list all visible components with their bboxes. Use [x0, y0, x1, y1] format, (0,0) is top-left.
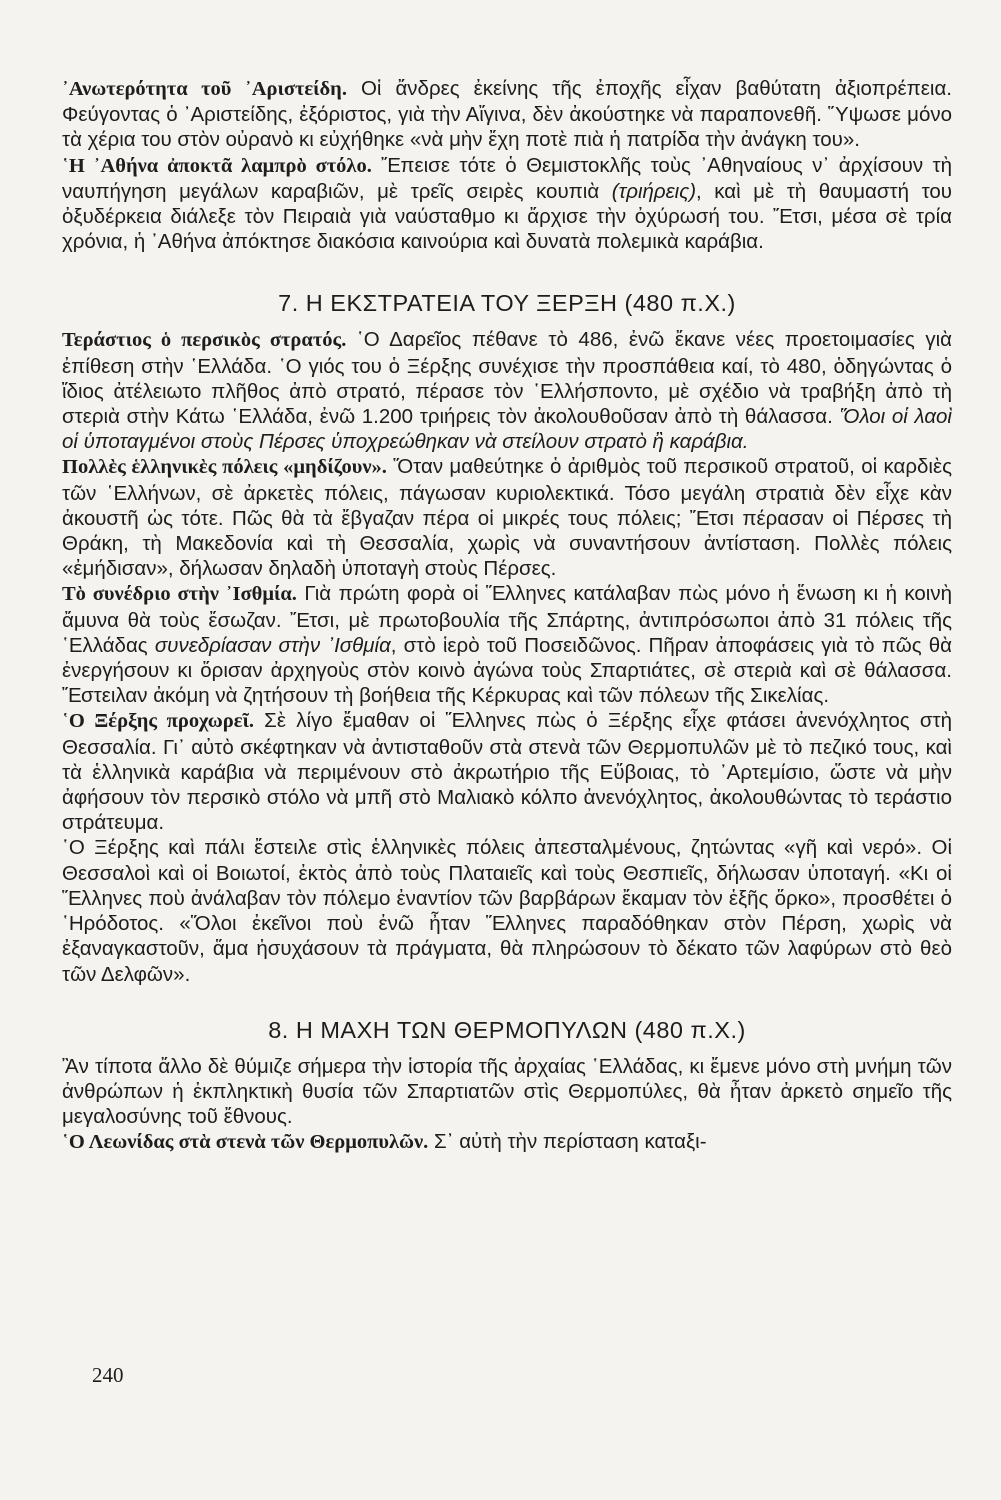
paragraph-isthmia-congress [62, 581, 952, 708]
page-body [62, 76, 952, 1156]
paragraph-text: ῾Ο Δαρεῖος πέθανε τὸ 486, ἐνῶ ἔκανε νέες προετοιμασίες γιὰ ἐπίθεση στὴν ῾Ελλάδα. ῾Ο γιός του ὁ Ξέρξης συνέχισε τὴν προσπάθεια καί, τὸ 480, ὁδηγώντας ὁ ἴδιος ἀτέλειωτο πλῆθος ἀπὸ στρατό, πέρασε τὸν ῾Ελλήσποντο, μὲ σχέδιο νὰ τραβήξη ἀπὸ τὴ στεριὰ στὴν Κάτω ῾Ελλάδα, ἐνῶ 1.200 τριήρεις τὸν ἀκολουθοῦσαν ἀπὸ τὴ θάλασσα. [62, 328, 952, 429]
paragraph-text: Σὲ λίγο ἔμαθαν οἱ Ἕλληνες πὼς ὁ Ξέρξης εἶχε φτάσει ἀνενόχλητος στὴ Θεσσαλία. Γι᾿ αὐτὸ σκέφτηκαν νὰ ἀντισταθοῦν στὰ στενὰ τῶν Θερμοπυλῶν μὲ τὸ πεζικό τους, καὶ τὰ ἑλληνικὰ καράβια νὰ περιμένουν στὸ ἀκρωτήριο τῆς Εὔβοιας, τὸ ᾿Αρτεμίσιο, ὥστε νὰ μὴν ἀφήσουν τὸν περσικὸ στόλο νὰ μπῆ στὸ Μαλιακὸ κόλπο ἀνενόχλητος, ἀκολουθώντας τὸ τεράστιο στράτευμα. [62, 709, 952, 835]
paragraph-aristeides-superiority [62, 76, 952, 153]
paragraph-text: Ὅταν μαθεύτηκε ὁ ἀριθμὸς τοῦ περσικοῦ στρατοῦ, οἱ καρδιὲς τῶν ῾Ελλήνων, σὲ ἀρκετὲς πόλεις, πάγωσαν κυριολεκτικά. Τόσο μεγάλη στρατιὰ δὲν εἶχε κὰν ἀκουστῆ ὡς τότε. Πῶς θὰ τὰ ἔβγαζαν πέρα οἱ μικρές τους πόλεις; Ἔτσι πέρασαν οἱ Πέρσες τὴ Θράκη, τὴ Μακεδονία καὶ τὴ Θεσσαλία, χωρὶς νὰ συναντήσουν ἀντίσταση. Πολλὲς πόλεις «ἐμήδισαν», δήλωσαν δηλαδὴ ὑποταγὴ στοὺς Πέρσες. [62, 455, 952, 581]
paragraph-xerxes-advances [62, 708, 952, 835]
paragraph-text: Γιὰ πρώτη φορὰ οἱ Ἕλληνες κατάλαβαν πὼς μόνο ἡ ἕνωση κι ἡ κοινὴ ἄμυνα θὰ τοὺς ἔσωζαν. Ἔτσι, μὲ πρωτοβουλία τῆς Σπάρτης, ἀντιπρόσωποι ἀπὸ 31 πόλεις τῆς ῾Ελλάδας [62, 582, 952, 657]
section-heading-xerxes-campaign: 7. Η ΕΚΣΤΡΑΤΕΙΑ ΤΟΥ ΞΕΡΞΗ (480 π.Χ.) [278, 290, 736, 317]
paragraph-medizing-cities [62, 454, 952, 581]
paragraph-text: ῾Ο Ξέρξης καὶ πάλι ἔστειλε στὶς ἑλληνικὲς πόλεις ἀπεσταλμένους, ζητώντας «γῆ καὶ νερό». Οἱ Θεσσαλοὶ καὶ οἱ Βοιωτοί, ἐκτὸς ἀπὸ τοὺς Πλαταιεῖς καὶ τοὺς Θεσπιεῖς, δήλωσαν ὑποταγή. «Κι οἱ Ἕλληνες ποὺ ἀνάλαβαν τὸν πόλεμο ἐναντίον τῶν βαρβάρων ἔκαμαν τὸν ἑξῆς ὅρκο», προσθέτει ὁ ῾Ηρόδοτος. «Ὅλοι ἐκεῖνοι ποὺ ἐνῶ ἦταν Ἕλληνες παραδόθηκαν στὸν Πέρση, χωρὶς νὰ ἐξαναγκαστοῦν, ἅμα ἡσυχάσουν τὰ πράγματα, θὰ πληρώσουν τὸ δέκατο τῶν λαφύρων στὸ θεὸ τῶν Δελφῶν». [62, 836, 952, 986]
paragraph-lead: ῾Ο Λεωνίδας στὰ στενὰ τῶν Θερμοπυλῶν. [62, 1131, 429, 1154]
paragraph-text: Ἂν τίποτα ἄλλο δὲ θύμιζε σήμερα τὴν ἱστορία τῆς ἀρχαίας ῾Ελλάδας, κι ἔμενε μόνο στὴ μνήμη τῶν ἀνθρώπων ἡ ἐκπληκτικὴ θυσία τῶν Σπαρτιατῶν στὶς Θερμοπύλες, θὰ ἦταν ἀρκετὸ σημεῖο τῆς μεγαλοσύνης τοῦ ἔθνους. [62, 1054, 952, 1129]
paragraph-italic-text: (τριήρεις) [611, 179, 697, 203]
paragraph-text: , στὸ ἱερὸ τοῦ Ποσειδῶνος. Πῆραν ἀποφάσεις γιὰ τὸ πῶς θὰ ἐνεργήσουν κι ὅρισαν ἀρχηγοὺς στὸν κοινὸ ἀγώνα τοὺς Σπαρτιάτες, σὲ στεριὰ καὶ σὲ θάλασσα. Ἔστειλαν ἀκόμη νὰ ζητήσουν τὴ βοήθεια τῆς Κέρκυρας καὶ τῶν πόλεων τῆς Σικελίας. [62, 633, 953, 708]
paragraph-lead: Τεράστιος ὁ περσικὸς στρατός. [62, 329, 347, 352]
paragraph-leonidas [62, 1129, 952, 1155]
paragraph-persian-army [62, 327, 952, 454]
paragraph-text: Ἔπεισε τότε ὁ Θεμιστοκλῆς τοὺς ᾿Αθηναίους ν᾿ ἀρχίσουν τὴ ναυπήγηση μεγάλων καραβιῶν, μὲ τρεῖς σειρὲς κουπιὰ [62, 153, 953, 203]
paragraph-athens-fleet [62, 153, 952, 255]
paragraph-italic-text: συνεδρίασαν στὴν ᾿Ισθμία [154, 633, 391, 657]
paragraph-italic-text: Ὅλοι οἱ λαοὶ οἱ ὑποταγμένοι στοὺς Πέρσες ὑποχρεώθηκαν νὰ στείλουν στρατὸ ἢ καράβια. [62, 405, 952, 454]
paragraph-lead: ῾Η ᾿Αθήνα ἀποκτᾶ λαμπρὸ στόλο. [62, 154, 372, 177]
paragraph-lead: ῾Ο Ξέρξης προχωρεῖ. [62, 710, 254, 733]
page-number: 240 [92, 1363, 124, 1387]
paragraph-text: Οἱ ἄνδρες ἐκείνης τῆς ἐποχῆς εἶχαν βαθύτατη ἀξιοπρέπεια. Φεύγοντας ὁ ᾿Αριστείδης, ἐξόριστος, γιὰ τὴν Αἴγινα, δὲν ἀκούστηκε νὰ παραπονεθῆ. Ὕψωσε μόνο τὰ χέρια του στὸν οὐρανὸ κι εὐχήθηκε «νὰ μὴν ἔχη ποτὲ πιὰ ἡ πατρίδα τὴν ἀνάγκη του». [62, 77, 952, 152]
paragraph-text: Σ᾿ αὐτὴ τὴν περίσταση καταξι- [428, 1130, 707, 1154]
paragraph-lead: Τὸ συνέδριο στὴν ᾿Ισθμία. [62, 583, 297, 606]
section-heading-battle-of-thermopylae: 8. Η ΜΑΧΗ ΤΩΝ ΘΕΡΜΟΠΥΛΩΝ (480 π.Χ.) [268, 1016, 746, 1043]
paragraph-lead: ᾿Ανωτερότητα τοῦ ᾿Αριστείδη. [62, 78, 347, 100]
paragraph-thermopylae-intro [62, 1054, 952, 1130]
paragraph-lead: Πολλὲς ἑλληνικὲς πόλεις «μηδίζουν». [62, 456, 387, 479]
paragraph-text: , καὶ μὲ τὴ θαυμαστή του ὀξυδέρκεια διάλεξε τὸν Πειραιὰ γιὰ ναύσταθμο κι ἄρχισε τὴν ὀχύρωσή του. Ἔτσι, μέσα σὲ τρία χρόνια, ἡ ᾿Αθήνα ἀπόκτησε διακόσια καινούρια καὶ δυνατὰ πολεμικὰ καράβια. [62, 179, 952, 254]
paragraph-earth-and-water [62, 835, 952, 986]
